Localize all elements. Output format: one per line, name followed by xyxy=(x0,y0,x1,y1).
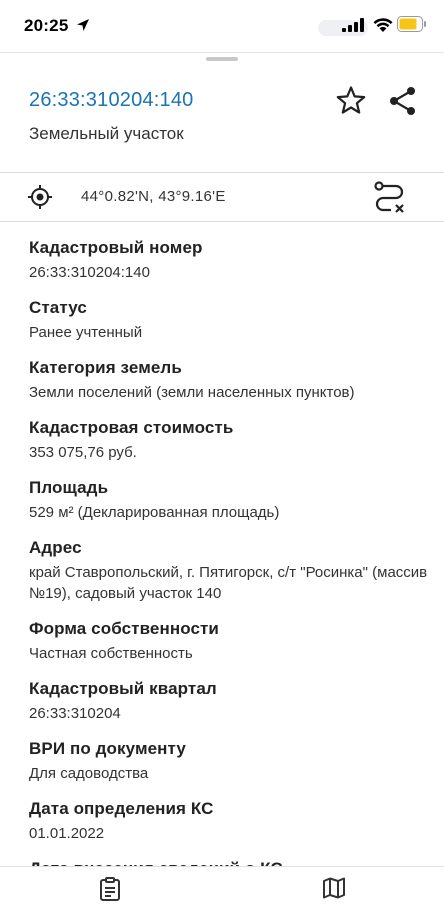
field-label: Форма собственности xyxy=(29,619,219,638)
field-value[interactable]: 26:33:310204:140 xyxy=(29,264,150,281)
field-value: Ранее учтенный xyxy=(29,324,143,341)
info-fields xyxy=(29,237,429,910)
field-address xyxy=(29,537,429,604)
field-label: Кадастровый квартал xyxy=(29,679,217,698)
field-label: Площадь xyxy=(29,478,109,497)
field-value: 353 075,76 руб. xyxy=(29,444,137,461)
locate-icon[interactable] xyxy=(27,184,53,210)
field-ownership-form xyxy=(29,618,429,664)
field-label: Категория земель xyxy=(29,358,182,377)
location-arrow-icon xyxy=(76,18,90,32)
field-value: Для садоводства xyxy=(29,765,149,782)
battery-icon xyxy=(397,16,427,32)
coordinates-text[interactable]: 44°0.82'N, 43°9.16'E xyxy=(81,188,226,205)
field-status xyxy=(29,297,429,343)
field-value: 529 м² (Декларированная площадь) xyxy=(29,504,280,521)
cadastral-number-title[interactable]: 26:33:310204:140 xyxy=(29,89,194,111)
sheet-drag-handle[interactable] xyxy=(206,57,238,61)
clipboard-icon[interactable] xyxy=(99,877,121,901)
signal-icon xyxy=(342,18,366,32)
status-bar xyxy=(0,0,444,52)
share-icon[interactable] xyxy=(386,84,420,118)
field-valuation-date xyxy=(29,798,429,844)
field-value: Земли поселений (земли населенных пунктов) xyxy=(29,384,355,401)
field-cadastral-quarter xyxy=(29,678,429,724)
field-label: ВРИ по документу xyxy=(29,739,186,758)
field-value[interactable]: край Ставропольский, г. Пятигорск, с/т "Росинка" (массив №19), садовый участок 140 xyxy=(29,564,428,602)
top-divider xyxy=(0,52,444,53)
object-type-subtitle: Земельный участок xyxy=(29,124,184,143)
field-area xyxy=(29,477,429,523)
field-value: Частная собственность xyxy=(29,645,193,662)
map-icon[interactable] xyxy=(322,877,346,899)
status-time: 20:25 xyxy=(24,16,69,35)
field-cadastral-number xyxy=(29,237,429,283)
field-land-category xyxy=(29,357,429,403)
field-value: 01.01.2022 xyxy=(29,825,105,842)
field-label: Адрес xyxy=(29,538,82,557)
field-label: Дата определения КС xyxy=(29,799,214,818)
coordinates-bar xyxy=(0,172,444,222)
bottom-nav xyxy=(0,866,444,910)
field-permitted-use xyxy=(29,738,429,784)
wifi-icon xyxy=(372,16,394,33)
field-label: Кадастровый номер xyxy=(29,238,203,257)
route-icon[interactable] xyxy=(372,180,408,216)
field-cadastral-value xyxy=(29,417,429,463)
field-value[interactable]: 26:33:310204 xyxy=(29,705,121,722)
field-label: Кадастровая стоимость xyxy=(29,418,234,437)
field-label: Статус xyxy=(29,298,87,317)
star-icon[interactable] xyxy=(334,84,368,118)
